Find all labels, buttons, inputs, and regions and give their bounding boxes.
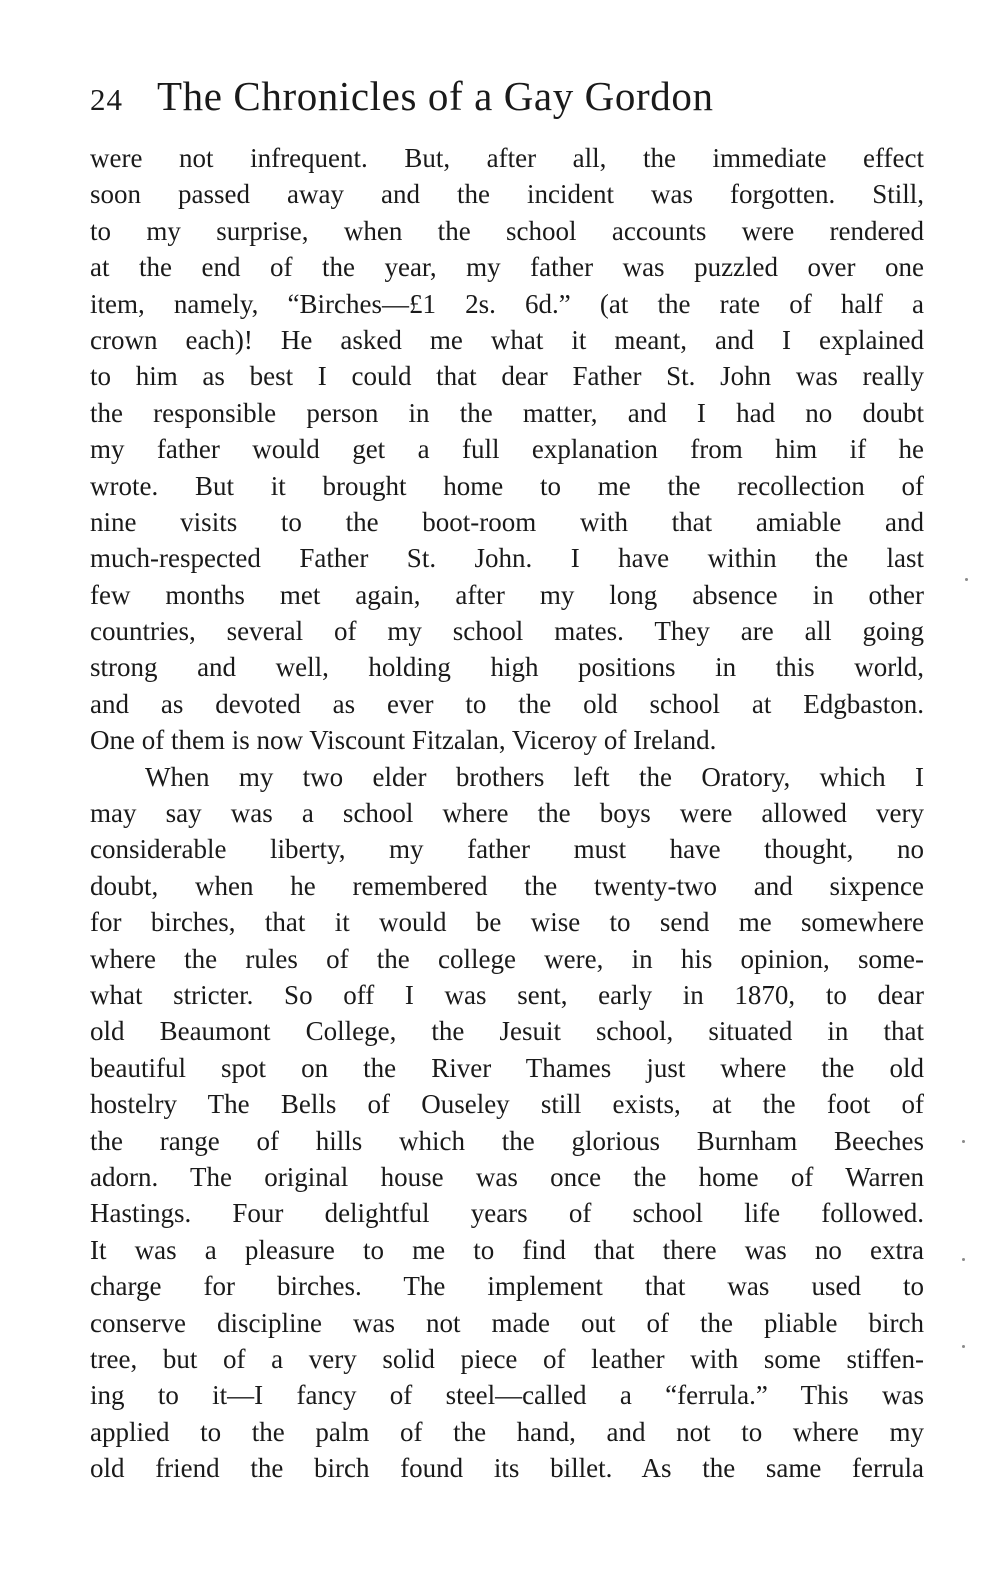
text-line: to him as best I could that dear Father St. John was really [90,361,924,392]
text-line: adorn. The original house was once the home of Warren [90,1161,924,1192]
text-line: crown each)! He asked me what it meant, and I explained [90,324,924,355]
text-line: item, namely, “Birches—£1 2s. 6d.” (at the rate of half a [90,288,924,319]
margin-speck [962,1345,965,1348]
text-line: beautiful spot on the River Thames just where the old [90,1052,924,1083]
text-line: for birches, that it would be wise to send me somewhere [90,907,924,938]
text-line: wrote. But it brought home to me the recollection of [90,470,924,501]
text-line: tree, but of a very solid piece of leather with some stiffen- [90,1343,924,1374]
paragraph-start-line: When my two elder brothers left the Oratory, which I [145,761,924,792]
text-line: charge for birches. The implement that was used to [90,1271,924,1302]
body-text [90,140,924,1486]
text-line: what stricter. So off I was sent, early in 1870, to dear [90,979,924,1010]
text-line: It was a pleasure to me to find that there was no extra [90,1234,924,1265]
text-line: and as devoted as ever to the old school at Edgbaston. [90,688,924,719]
paragraph-end-line: One of them is now Viscount Fitzalan, Viceroy of Ireland. [90,725,717,756]
page-number: 24 [90,82,123,117]
text-line: much-respected Father St. John. I have within the last [90,543,924,574]
text-line: applied to the palm of the hand, and not to where my [90,1416,924,1447]
text-line: strong and well, holding high positions in this world, [90,652,924,683]
text-line: doubt, when he remembered the twenty-two and sixpence [90,870,924,901]
text-line: were not infrequent. But, after all, the immediate effect [90,143,924,173]
text-line: ing to it—I fancy of steel—called a “ferrula.” This was [90,1380,924,1411]
text-line: nine visits to the boot-room with that amiable and [90,506,924,537]
running-head [90,72,850,124]
text-line: hostelry The Bells of Ouseley still exists, at the foot of [90,1089,924,1120]
text-line: old Beaumont College, the Jesuit school, situated in that [90,1016,924,1047]
margin-speck [962,1258,965,1261]
text-line: soon passed away and the incident was forgotten. Still, [90,179,924,210]
text-line: may say was a school where the boys were allowed very [90,798,924,829]
margin-speck [965,578,968,581]
text-line: where the rules of the college were, in his opinion, some- [90,943,924,974]
text-line: countries, several of my school mates. They are all going [90,616,924,647]
text-line: the range of hills which the glorious Burnham Beeches [90,1125,924,1156]
text-line: Hastings. Four delightful years of school life followed. [90,1198,924,1229]
text-line: my father would get a full explanation from him if he [90,434,924,465]
text-line: conserve discipline was not made out of the pliable birch [90,1307,924,1338]
text-line: to my surprise, when the school accounts were rendered [90,215,924,246]
text-line: the responsible person in the matter, and I had no doubt [90,397,924,428]
margin-speck [962,1140,965,1143]
text-line: considerable liberty, my father must have thought, no [90,834,924,865]
text-line: few months met again, after my long absence in other [90,579,924,610]
text-line: at the end of the year, my father was puzzled over one [90,252,924,283]
text-line: old friend the birch found its billet. As the same ferrula [90,1453,924,1484]
running-title: The Chronicles of a Gay Gordon [157,73,714,119]
